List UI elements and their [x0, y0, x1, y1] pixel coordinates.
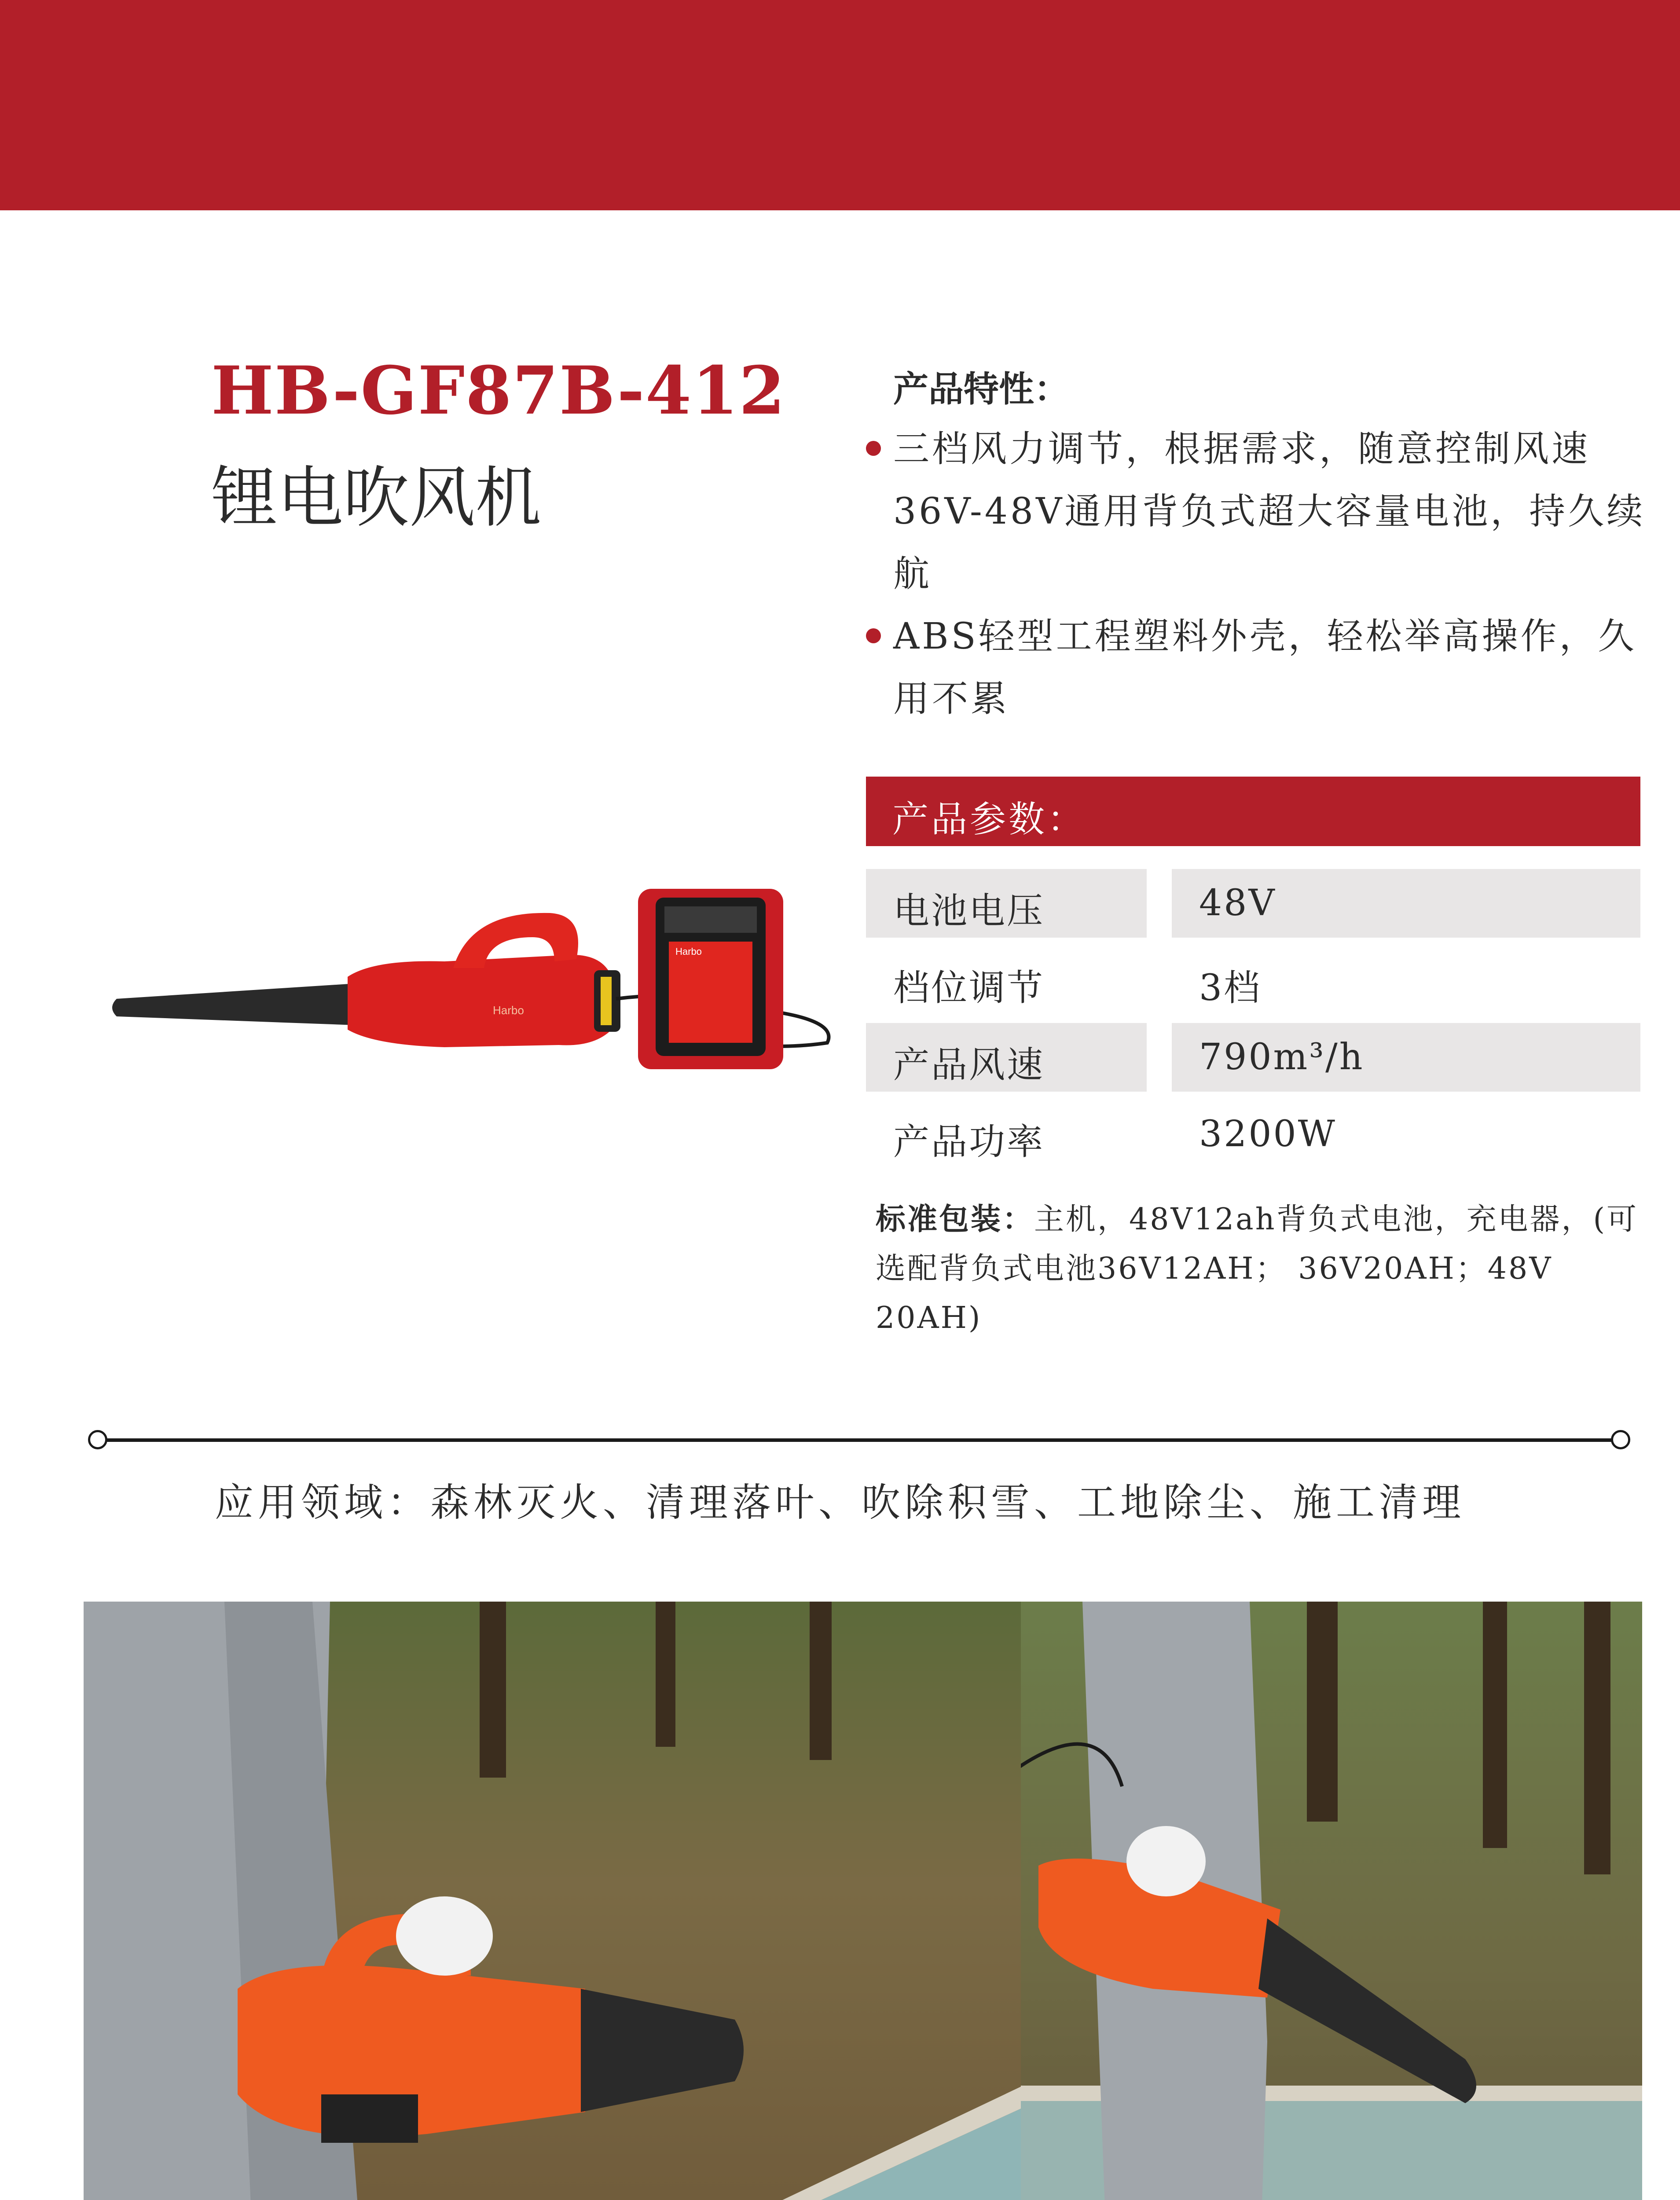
param-value: 790m³/h: [1199, 1036, 1365, 1078]
battery-brand-label: Harbo: [675, 946, 702, 957]
param-value: 48V: [1199, 882, 1277, 924]
param-value: 3200W: [1199, 1113, 1337, 1155]
package-text: 主机，48V12ah背负式电池，充电器，(可选配背负式电池36V12AH； 36V20AH；48V 20AH): [876, 1202, 1639, 1335]
param-label: 电池电压: [893, 890, 1045, 932]
feature-text: 三档风力调节，根据需求，随意控制风速36V-48V通用背负式超大容量电池，持久续航: [893, 428, 1646, 595]
package-label: 标准包装：: [876, 1202, 1034, 1237]
usage-photo-left: [84, 1602, 1023, 2200]
bullet-dot-icon: [866, 441, 881, 456]
feature-item: [862, 605, 1646, 730]
circle-endpoint-icon: [88, 1430, 107, 1449]
features-list: [862, 418, 1646, 730]
params-title: 产品参数：: [892, 799, 1086, 840]
param-label: 档位调节: [893, 967, 1045, 1009]
bullet-dot-icon: [866, 628, 881, 643]
product-image: [110, 871, 849, 1091]
usage-photo-right: [1021, 1602, 1642, 2200]
param-row: [866, 1100, 1640, 1169]
param-row: [866, 946, 1640, 1015]
param-row: [866, 1023, 1640, 1092]
header-band: [0, 0, 1680, 210]
params-header: [866, 777, 1640, 846]
circle-endpoint-icon: [1611, 1430, 1630, 1449]
feature-item: [862, 418, 1646, 605]
product-name: 锂电吹风机: [211, 460, 542, 536]
divider-line: [88, 1430, 1630, 1449]
features-title: 产品特性：: [893, 368, 1069, 410]
feature-text: ABS轻型工程塑料外壳，轻松举高操作，久用不累: [893, 616, 1637, 720]
param-label: 产品风速: [893, 1044, 1045, 1086]
package-info: [876, 1195, 1650, 1343]
param-row: [866, 869, 1640, 938]
applications-text: 应用领域：森林灭火、清理落叶、吹除积雪、工地除尘、施工清理: [214, 1480, 1465, 1525]
param-value: 3档: [1199, 967, 1262, 1009]
product-model: HB-GF87B-412: [211, 352, 786, 429]
param-label: 产品功率: [893, 1121, 1045, 1163]
blower-brand-label: Harbo: [493, 1004, 524, 1017]
